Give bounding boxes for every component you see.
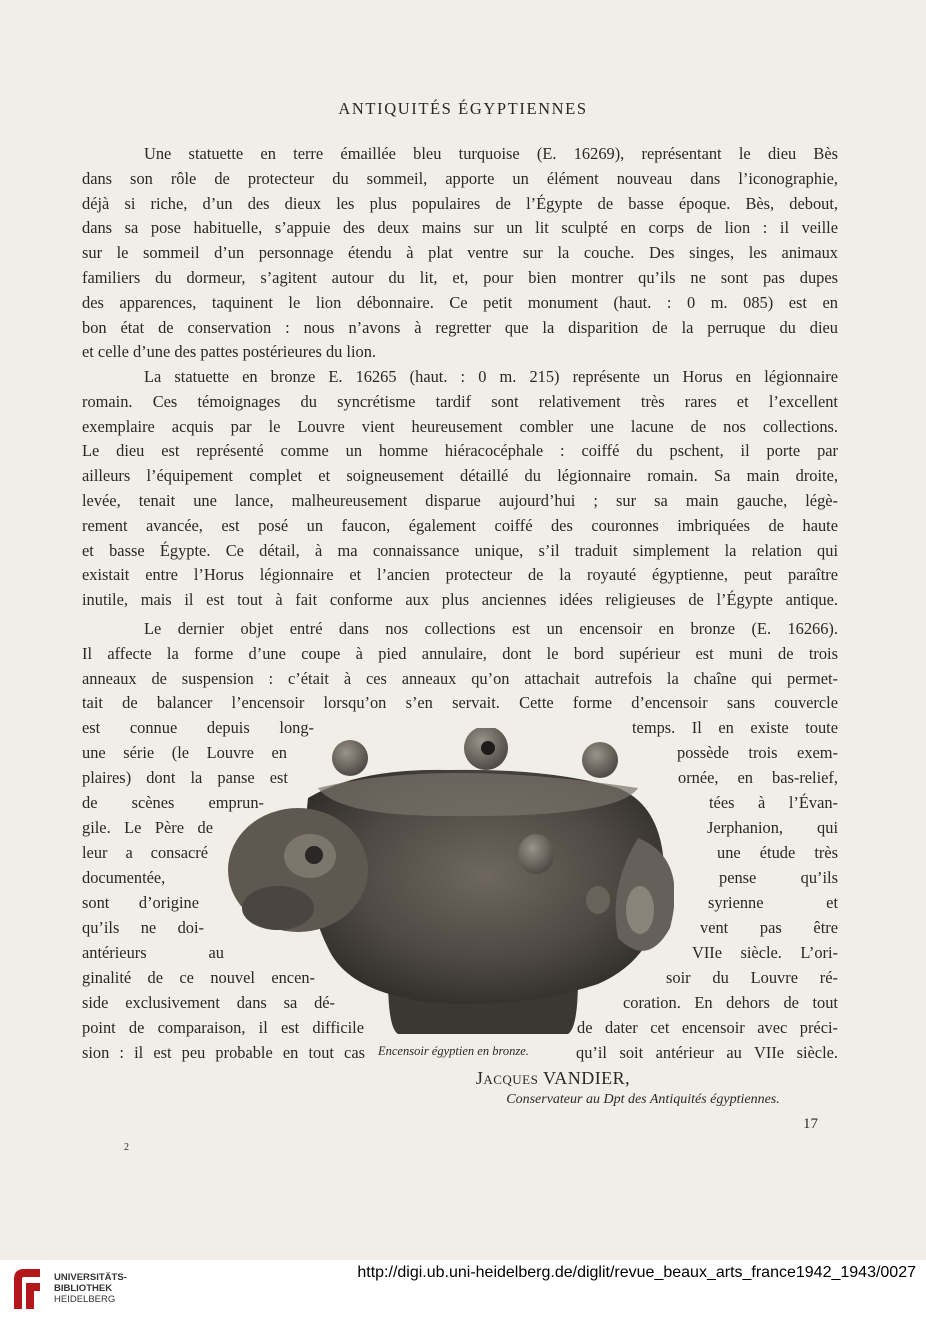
author-first-name: Jacques bbox=[475, 1068, 539, 1088]
author-signature bbox=[0, 1068, 926, 1094]
figure-caption: Encensoir égyptien en bronze. bbox=[378, 1044, 529, 1058]
text-line: et celle d’une des pattes postérieures du lion. bbox=[82, 342, 377, 362]
paragraph-bes-statuette bbox=[82, 142, 838, 365]
digitization-footer bbox=[0, 1260, 926, 1320]
wrap-right-line: temps. Il en existe toute bbox=[632, 718, 838, 737]
text-line: familiers du dormeur, s’agitent autour du lit, et, pour bien montrer qu’ils ne sont pas dupes bbox=[82, 267, 838, 287]
text-line: des apparences, taquinent le lion débonnaire. Ce petit monument (haut. : 0 m. 085) est en bbox=[82, 292, 838, 312]
author-title: Conservateur au Dpt des Antiquités égyptiennes. bbox=[506, 1092, 780, 1107]
wrap-left-line: ginalité de ce nouvel encen- bbox=[82, 968, 315, 987]
text-line: dans sa pose habituelle, s’appuie des deux mains sur un lit sculpté en corps de lion : il veille bbox=[82, 218, 838, 238]
wrap-left-line: une série (le Louvre en bbox=[82, 743, 287, 762]
source-url-link[interactable]: http://digi.ub.uni-heidelberg.de/diglit/revue_beaux_arts_france1942_1943/0027 bbox=[357, 1264, 916, 1281]
wrap-right-line: soir du Louvre ré- bbox=[666, 968, 838, 987]
wrap-left-line: point de comparaison, il est difficile bbox=[82, 1018, 364, 1037]
text-line: tait de balancer l’encensoir lorsqu’on s’en servait. Cette forme d’encensoir sans couvercle bbox=[82, 693, 838, 713]
wrap-left-line: antérieurs au bbox=[82, 943, 224, 962]
wrap-right-line: une étude très bbox=[717, 843, 838, 862]
wrap-left-line: side exclusivement dans sa dé- bbox=[82, 993, 335, 1012]
wrap-left-line: leur a consacré bbox=[82, 843, 208, 862]
wrap-left-line: documentée, bbox=[82, 868, 166, 887]
institution-line: HEIDELBERG bbox=[54, 1294, 116, 1305]
text-line: romain. Ces témoignages du syncrétisme tardif sont relativement très rares et l’excellent bbox=[82, 391, 838, 411]
wrap-left-line: est connue depuis long- bbox=[82, 718, 314, 737]
wrap-right-line: possède trois exem- bbox=[677, 743, 838, 762]
wrap-right-line: qu’il soit antérieur au VIIe siècle. bbox=[576, 1043, 838, 1062]
wrap-left-line: plaires) dont la panse est bbox=[82, 768, 288, 787]
wrap-right-line: VIIe siècle. L’ori- bbox=[692, 943, 838, 962]
text-line: La statuette en bronze E. 16265 (haut. : 0 m. 215) représente un Horus en légionnaire bbox=[144, 367, 838, 386]
university-library-logo-icon bbox=[10, 1265, 44, 1311]
text-line: anneaux de suspension : c’était à ces anneaux qu’on attachait autrefois la chaîne qui permet- bbox=[82, 668, 838, 688]
wrap-right-line: syrienne et bbox=[708, 893, 838, 912]
wrap-left-line: sont d’origine bbox=[82, 893, 199, 912]
text-line: dans son rôle de protecteur du sommeil, apporte un élément nouveau dans l’iconographie, bbox=[82, 168, 838, 188]
wrap-left-line: gile. Le Père de bbox=[82, 818, 213, 837]
paragraph-censer bbox=[82, 617, 838, 716]
text-line: rement avancée, est posé un faucon, également coiffé des couronnes imbriquées de haute bbox=[82, 515, 838, 535]
signature-mark: 2 bbox=[124, 1142, 129, 1153]
wrap-left-line: de scènes emprun- bbox=[82, 793, 264, 812]
text-line: Il affecte la forme d’une coupe à pied annulaire, dont le bord supérieur est muni de trois bbox=[82, 643, 838, 663]
institution-line: BIBLIOTHEK bbox=[54, 1283, 113, 1294]
wrap-right-line: de dater cet encensoir avec préci- bbox=[577, 1018, 838, 1037]
wrap-right-line: tées à l’Évan- bbox=[709, 793, 838, 812]
text-line: Une statuette en terre émaillée bleu turquoise (E. 16269), représentant le dieu Bès bbox=[144, 144, 838, 163]
text-line: levée, tenait une lance, malheureusement disparue aujourd’hui ; sur sa main gauche, légè- bbox=[82, 490, 838, 510]
text-line: Le dieu est représenté comme un homme hiéracocéphale : coiffé du pschent, il porte par bbox=[82, 441, 838, 461]
page-number: 17 bbox=[803, 1116, 818, 1132]
wrap-right-line: coration. En dehors de tout bbox=[623, 993, 838, 1012]
text-line: déjà si riche, d’un des dieux les plus populaires de l’Égypte de basse époque. Bès, debout, bbox=[82, 193, 838, 213]
institution-line: UNIVERSITÄTS- bbox=[54, 1272, 127, 1283]
text-line: sur le sommeil d’un personnage étendu à plat ventre sur la couche. Des singes, les animaux bbox=[82, 243, 838, 263]
text-line: bon état de conservation : nous n’avons à regretter que la disparition de la perruque du dieu bbox=[82, 317, 838, 337]
wrap-left-line: sion : il est peu probable en tout cas bbox=[82, 1043, 365, 1062]
text-line: et basse Égypte. Ce détail, à ma connaissance unique, s’il traduit simplement la relation qui bbox=[82, 540, 838, 560]
author-last-name: VANDIER, bbox=[543, 1068, 631, 1088]
text-line: ailleurs l’équipement complet et soigneusement détaillé du légionnaire romain. Sa main droite, bbox=[82, 466, 838, 486]
censer-photograph bbox=[218, 728, 674, 1046]
running-header: ANTIQUITÉS ÉGYPTIENNES bbox=[338, 99, 588, 118]
wrap-right-line: pense qu’ils bbox=[719, 868, 838, 887]
wrap-right-line: vent pas être bbox=[700, 918, 838, 937]
wrap-right-line: ornée, en bas-relief, bbox=[678, 768, 838, 787]
wrap-right-line: Jerphanion, qui bbox=[707, 818, 838, 837]
wrap-left-line: qu’ils ne doi- bbox=[82, 918, 204, 937]
text-line: exemplaire acquis par le Louvre vient heureusement combler une lacune de nos collections. bbox=[82, 416, 838, 436]
institution-name bbox=[54, 1272, 127, 1305]
text-line: existait entre l’Horus légionnaire et l’ancien protecteur de la royauté égyptienne, peut paraître bbox=[82, 565, 838, 585]
paragraph-horus-statuette bbox=[82, 365, 838, 613]
text-line: Le dernier objet entré dans nos collections est un encensoir en bronze (E. 16266). bbox=[144, 619, 838, 638]
text-line: inutile, mais il est tout à fait conforme aux plus anciennes idées religieuses de l’Égypte antique. bbox=[82, 590, 838, 610]
